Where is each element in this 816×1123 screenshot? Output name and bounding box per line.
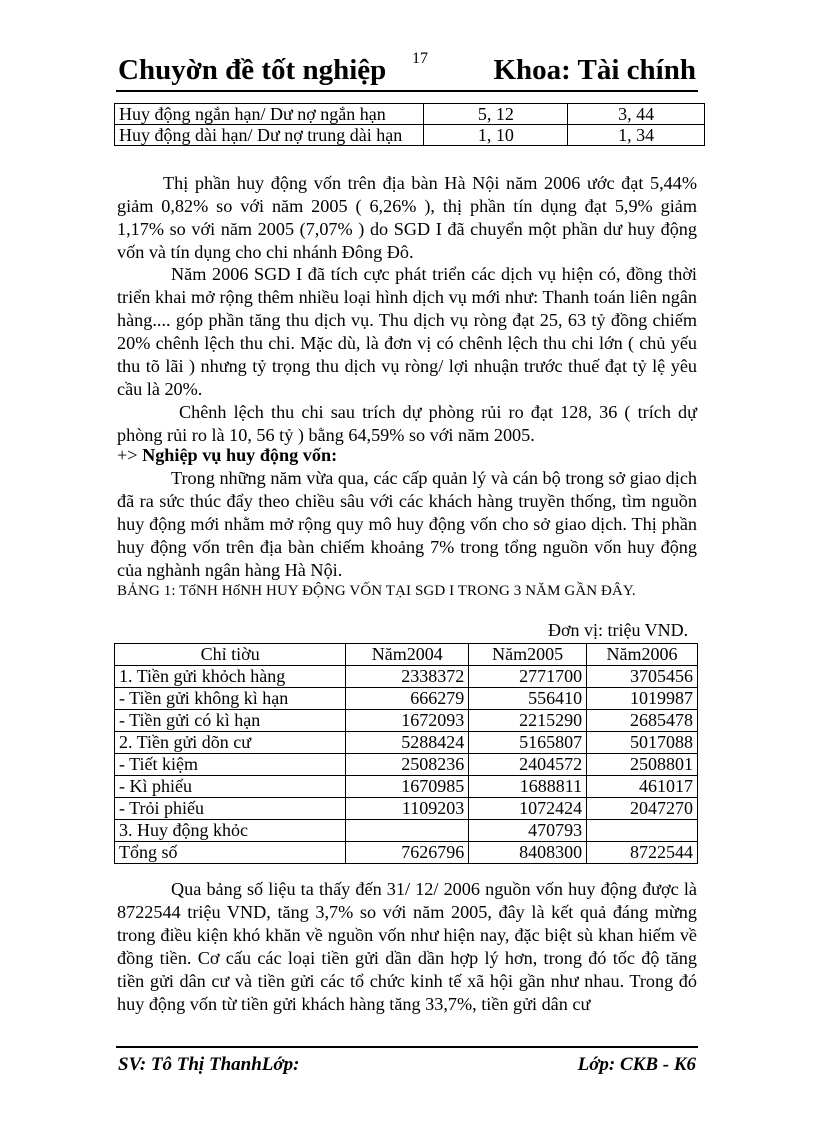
row-label: Tổng số [115, 842, 346, 864]
column-header: Năm2004 [346, 644, 469, 666]
section-prefix: +> [117, 445, 143, 465]
cell-value: 2215290 [469, 710, 587, 732]
row-label: - Tiền gửi không kì hạn [115, 688, 346, 710]
page-number: 17 [412, 50, 428, 67]
table-row [115, 776, 698, 798]
row-label: 1. Tiền gửi khỏch hàng [115, 666, 346, 688]
header-title: Chuyờn đề tốt nghiệp [118, 54, 387, 86]
row-label: 2. Tiền gửi dõn cư [115, 732, 346, 754]
cell-value: 5288424 [346, 732, 469, 754]
cell-value: 666279 [346, 688, 469, 710]
ratio-value: 5, 12 [424, 104, 568, 125]
cell-value: 2508236 [346, 754, 469, 776]
table-row [115, 104, 705, 125]
cell-value: 1072424 [469, 798, 587, 820]
cell-value: 1670985 [346, 776, 469, 798]
cell-value: 8408300 [469, 842, 587, 864]
table-row [115, 820, 698, 842]
paragraph-analysis: Qua bảng số liệu ta thấy đến 31/ 12/ 2006 nguồn vốn huy động được là 8722544 triệu VND, tăng 3,7% so với năm 2005, đây là kết quả đáng mừng trong điều kiện khó khăn về nguồn vốn như hiện nay, đặc biệt sù khan hiếm về đồng tiền. Cơ cấu các loại tiền gửi dần dần hợp lý hơn, trong đó tốc độ tăng tiền gửi dân cư và tiền gửi các tổ chức kinh tế xã hội gần như nhau. Trong đó huy động vốn từ tiền gửi khách hàng tăng 33,7%, tiền gửi dân cư [117, 879, 697, 1014]
cell-value [346, 820, 469, 842]
row-label: - Tiền gửi có kì hạn [115, 710, 346, 732]
table-row [115, 125, 705, 146]
table-row [115, 798, 698, 820]
section-title: Nghiệp vụ huy động vốn: [142, 445, 338, 465]
paragraph-mobilization: Trong những năm vừa qua, các cấp quản lý và cán bộ trong sở giao dịch đã ra sức thúc đẩy theo chiều sâu với các khách hàng truyền thống, tìm nguồn huy động mới nhằm mở rộng quy mô huy động vốn cho sở giao dịch. Thị phần huy động vốn trên địa bàn chiếm khoảng 7% trong tổng nguồn vốn huy động của nghành ngân hàng Hà Nội. [117, 468, 697, 580]
table-caption: BẢNG 1: TốNH HốNH HUY ĐỘNG VỐN TẠI SGD I TRONG 3 NĂM GẦN ĐÂY. [117, 583, 636, 599]
ratio-table [114, 103, 705, 146]
cell-value: 5165807 [469, 732, 587, 754]
unit-label: Đơn vị: triệu VND. [548, 620, 689, 640]
section-heading [117, 444, 337, 466]
ratio-label: Huy động ngắn hạn/ Dư nợ ngắn hạn [115, 104, 424, 125]
cell-value: 2047270 [587, 798, 698, 820]
cell-value: 7626796 [346, 842, 469, 864]
row-label: 3. Huy động khỏc [115, 820, 346, 842]
cell-value: 2771700 [469, 666, 587, 688]
column-header: Chỉ tiờu [115, 644, 346, 666]
cell-value: 5017088 [587, 732, 698, 754]
table-header-row [115, 644, 698, 666]
cell-value: 3705456 [587, 666, 698, 688]
ratio-value: 3, 44 [568, 104, 705, 125]
ratio-value: 1, 34 [568, 125, 705, 146]
column-header: Năm2005 [469, 644, 587, 666]
table-row [115, 710, 698, 732]
cell-value: 556410 [469, 688, 587, 710]
table-row [115, 732, 698, 754]
cell-value: 1688811 [469, 776, 587, 798]
table-row [115, 688, 698, 710]
footer-class: Lớp: CKB - K6 [577, 1054, 696, 1075]
paragraph-provision: Chênh lệch thu chi sau trích dự phòng rủi ro đạt 128, 36 ( trích dự phòng rủi ro là 10, 56 tỷ ) bằng 64,59% so với năm 2005. [117, 402, 697, 445]
mobilization-table [114, 643, 698, 864]
cell-value: 1019987 [587, 688, 698, 710]
cell-value: 8722544 [587, 842, 698, 864]
table-total-row [115, 842, 698, 864]
cell-value: 2508801 [587, 754, 698, 776]
table-row [115, 666, 698, 688]
row-label: - Kì phiếu [115, 776, 346, 798]
footer-student: SV: Tô Thị ThanhLớp: [118, 1054, 300, 1075]
ratio-label: Huy động dài hạn/ Dư nợ trung dài hạn [115, 125, 424, 146]
header-faculty: Khoa: Tài chính [493, 54, 696, 86]
cell-value [587, 820, 698, 842]
page-header [116, 50, 698, 92]
paragraph-market-share: Thị phần huy động vốn trên địa bàn Hà Nội năm 2006 ước đạt 5,44% giảm 0,82% so với năm 2005 ( 6,26% ), thị phần tín dụng đạt 5,9% giảm 1,17% so với năm 2005 (7,07% ) do SGD I đã chuyển một phần dư huy động vốn và tín dụng cho chi nhánh Đông Đô. [117, 173, 697, 262]
table-row [115, 754, 698, 776]
column-header: Năm2006 [587, 644, 698, 666]
row-label: - Trỏi phiếu [115, 798, 346, 820]
cell-value: 1672093 [346, 710, 469, 732]
cell-value: 2685478 [587, 710, 698, 732]
paragraph-services: Năm 2006 SGD I đã tích cực phát triển các dịch vụ hiện có, đồng thời triển khai mở rộng thêm nhiều loại hình dịch vụ mới như: Thanh toán liên ngân hàng.... góp phần tăng thu dịch vụ. Thu dịch vụ ròng đạt 25, 63 tỷ đồng chiếm 20% chênh lệch thu chi. Mặc dù, là đơn vị có chênh lệch thu chi lớn ( chủ yếu thu tõ lãi ) nhưng tỷ trọng thu dịch vụ ròng/ lợi nhuận trước thuế đạt tỷ lệ yêu cầu là 20%. [117, 264, 697, 399]
ratio-value: 1, 10 [424, 125, 568, 146]
cell-value: 2338372 [346, 666, 469, 688]
page-footer [116, 1046, 698, 1078]
cell-value: 1109203 [346, 798, 469, 820]
row-label: - Tiết kiệm [115, 754, 346, 776]
cell-value: 461017 [587, 776, 698, 798]
cell-value: 470793 [469, 820, 587, 842]
cell-value: 2404572 [469, 754, 587, 776]
